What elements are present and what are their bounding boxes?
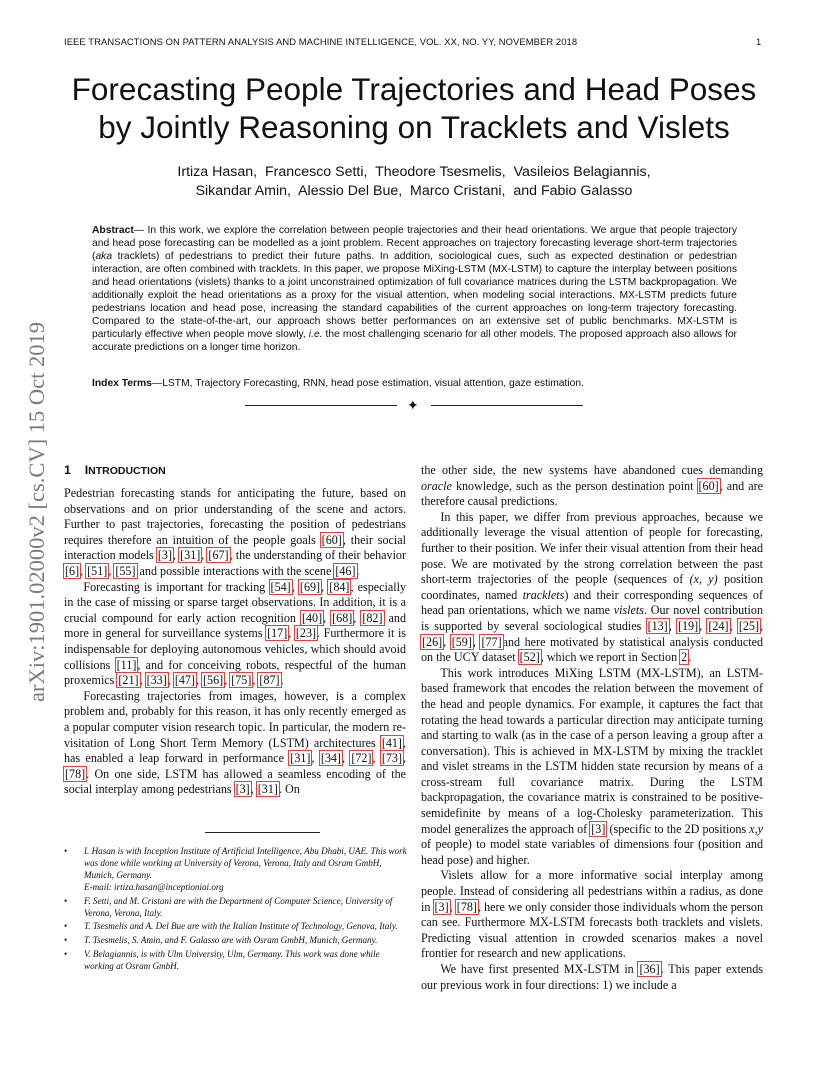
footnotes	[64, 846, 409, 975]
paragraph: the other side, the new systems have abandoned cues demanding oracle knowledge, such as the person destination point [60], and are therefore causal predictions.	[421, 463, 764, 509]
citation-link[interactable]: [73]	[381, 751, 402, 766]
footnote-item: • I. Hasan is with Inception Institute of Artificial Intelligence, Abu Dhabi, UAE. This work was done while working at University of Verona, Verona, Italy and Osram GmbH, Munich, Germany. E-mail: irtiza.hasan@inceptioniai.org	[64, 846, 407, 892]
citation-link[interactable]: [17]	[267, 626, 288, 641]
bullet-icon: •	[64, 895, 68, 906]
footnote-item: • T. Tsesmelis, S. Amin, and F. Galasso are with Osram GmbH, Munich, Germany.	[64, 935, 378, 946]
citation-link[interactable]: [19]	[677, 618, 699, 633]
paragraph: Forecasting is important for tracking [54], [69], [84], especially in the case of missing or sparse target observations. In addition, it is a crucial compound for early action recognition [40], [68], [82] and more in general for surveillance systems [17], [23]. Furthermore it is indispensable for deploying autonomous vehicles, which should avoid collisions [11], and for conceiving robots, respectful of the human proxemics [21], [33], [47], [56], [75], [87].	[64, 579, 407, 688]
title-line-1: Forecasting People Trajectories and Head Poses	[71, 71, 757, 107]
abstract-text: In this work, we explore the correlation between people trajectories and their head orientations. We argue that people trajectory and head pose forecasting can be modelled as a joint problem. Recent approaches on trajectory forecasting leverage short-term trajectories (	[92, 225, 737, 263]
paragraph: Pedestrian forecasting stands for anticipating the future, based on observations and on prior understanding of the scene and actors. Further to past trajectories, forecasting the position of pedestrians requires therefore an intuition of the people goals [60], their social interaction models [3], [31], [67], the understanding of their behavior [6], [51], [55] and possible interactions with the scene [46].	[64, 486, 407, 578]
citation-link[interactable]: [21]	[118, 673, 139, 688]
abstract	[92, 224, 737, 354]
citation-link[interactable]: [67]	[208, 548, 229, 563]
paragraph: We have first presented MX-LSTM in [36]. This paper extends our previous work in four directions: 1) we include a	[421, 962, 763, 992]
citation-link[interactable]: [59]	[451, 634, 472, 649]
section-heading	[64, 463, 166, 477]
bullet-icon: •	[64, 935, 68, 946]
footnote-item: • V. Belagiannis, is with Ulm University, Ulm, Germany. This work was done while working at Osram GmbH.	[64, 949, 380, 972]
journal-header: IEEE TRANSACTIONS ON PATTERN ANALYSIS AND MACHINE INTELLIGENCE, VOL. XX, NO. YY, NOVEMBER 2018	[64, 36, 578, 47]
citation-link[interactable]: [56]	[203, 673, 224, 688]
citation-link[interactable]: [11]	[116, 657, 137, 672]
citation-link[interactable]: [78]	[65, 766, 86, 781]
citation-link[interactable]: [36]	[639, 962, 660, 976]
citation-link[interactable]: [40]	[301, 610, 323, 625]
bullet-icon: •	[64, 949, 68, 960]
separator-line-left	[245, 405, 397, 406]
citation-link[interactable]: [31]	[257, 782, 278, 797]
citation-link[interactable]: [55]	[115, 563, 136, 578]
citation-link[interactable]: [3]	[591, 821, 606, 836]
separator-diamond-icon: ✦	[407, 397, 419, 413]
section-link[interactable]: 2	[681, 650, 688, 665]
bullet-icon: •	[64, 846, 68, 856]
abstract-dash: —	[133, 225, 148, 236]
emphasis: tracklets	[522, 587, 565, 602]
abstract-text: tracklets) of pedestrians to predict their future paths. In addition, sociological cues, such as expected destination or pedestrian interaction, are often combined with tracklets. In this paper, we propose MiXing-LSTM (MX-LSTM) to capture the interplay between positions and head orientations (vislets) thanks to a joint unconstrained optimization of full covariance matrices during the LSTM backpropagation. We additionally exploit the head orientations as a proxy for the visual attention, when modeling social interactions. MX-LSTM predicts future pedestrians location and head pose, increasing the standard capabilities of the current approaches on long-term trajectory forecasting. Compared to the state-of-the-art, our approach shows better performances on an extensive set of public benchmarks. MX-LSTM is particularly effective when people move slowly,	[92, 251, 737, 341]
citation-link[interactable]: [84]	[329, 579, 350, 594]
citation-link[interactable]: [78]	[456, 899, 477, 914]
citation-link[interactable]: [6]	[65, 563, 80, 578]
right-column	[421, 463, 763, 993]
citation-link[interactable]: [60]	[698, 478, 719, 493]
index-terms-text: —LSTM, Trajectory Forecasting, RNN, head pose estimation, visual attention, gaze estimation.	[151, 378, 584, 389]
paper-title	[40, 70, 788, 146]
citation-link[interactable]: [52]	[519, 650, 540, 665]
citation-link[interactable]: [77]	[481, 634, 502, 649]
separator-line-right	[431, 405, 583, 406]
left-column	[64, 486, 406, 798]
paragraph: In this paper, we differ from previous approaches, because we additionally leverage the visual attention of people for forecasting, further to their position. We infer their visual attention from their head pose. We are motivated by the strong correlation between the past short-term trajectories of the people (sequences of (x, y) position coordinates, named tracklets) and their corresponding sequences of head pan orientations, which we name vislets. Our novel contribution is supported by several sociological studies [13], [19], [24], [25], [26], [59], [77]and here motivated by statistical analysis conducted on the UCY dataset [52], which we report in Section 2.	[421, 509, 764, 665]
bullet-icon: •	[64, 921, 68, 932]
citation-link[interactable]: [3]	[235, 782, 250, 797]
section-title-rest: NTRODUCTION	[88, 465, 166, 477]
footnote-item: • F. Setti, and M. Cristani are with the Department of Computer Science, University of Verona, Verona, Italy.	[64, 895, 393, 918]
citation-link[interactable]: [68]	[332, 610, 353, 625]
arxiv-stamp: arXiv:1901.02000v2 [cs.CV] 15 Oct 2019	[24, 322, 49, 702]
citation-link[interactable]: [69]	[299, 579, 321, 594]
authors-line-2: Sikandar Amin, Alessio Del Bue, Marco Cristani, and Fabio Galasso	[195, 183, 633, 199]
citation-link[interactable]: [34]	[320, 751, 341, 766]
emphasis: vislets	[613, 603, 644, 618]
citation-link[interactable]: [24]	[708, 618, 729, 633]
citation-link[interactable]: [75]	[231, 673, 252, 688]
citation-link[interactable]: [31]	[290, 751, 311, 766]
paragraph: This work introduces MiXing LSTM (MX-LSTM), an LSTM-based framework that encodes the relation between the movement of the head and people dynamics. For example, it captures the fact that rotating the head towards a particular direction may anticipate turning and starting to walk (as in the case of a person leaving a group after a conversation). This is achieved in MX-LSTM by mixing the tracklet and vislet streams in the LSTM hidden state recursion by means of a cross-stream full covariance matrix. During the LSTM backpropagation, the covariance matrix is constrained to be positive-semidefinite by means of a log-Cholesky parameterization. This model generalizes the approach of [3] (specific to the 2D positions x,y of people) to model state variables of dimensions four (position and head pose) and higher.	[421, 665, 763, 867]
citation-link[interactable]: [3]	[157, 548, 172, 563]
paragraph: Forecasting trajectories from images, however, is a complex problem and, probably for this reason, it has only recently emerged as a popular computer vision research topic. In particular, the modern re-visitation of Long Short Term Memory (LSTM) architectures [41], has enabled a leap forward in performance [31], [34], [72], [73], [78]. On one side, LSTM has allowed a seamless encoding of the social interplay among pedestrians [3], [31]. On	[64, 688, 407, 797]
title-line-2: by Jointly Reasoning on Tracklets and Vislets	[98, 109, 730, 145]
index-terms-label: Index Terms	[92, 378, 152, 389]
abstract-ie: i.e.	[308, 329, 323, 341]
math-inline: (x, y)	[689, 572, 718, 587]
section-number: 1	[64, 463, 71, 477]
citation-link[interactable]: [13]	[647, 618, 668, 633]
abstract-aka: aka	[95, 251, 113, 263]
citation-link[interactable]: [47]	[174, 673, 195, 688]
citation-link[interactable]: [41]	[381, 735, 402, 750]
citation-link[interactable]: [23]	[295, 626, 317, 641]
author-list	[40, 163, 788, 201]
citation-link[interactable]: [87]	[259, 673, 280, 688]
emphasis: oracle	[421, 478, 452, 493]
citation-link[interactable]: [60]	[321, 532, 342, 547]
footnote-email: E-mail: irtiza.hasan@inceptioniai.org	[84, 881, 224, 892]
footnote-item: • T. Tsesmelis and A. Del Bue are with the Italian Institute of Technology, Genova, Italy.	[64, 921, 398, 932]
abstract-label: Abstract	[92, 225, 134, 236]
citation-link[interactable]: [26]	[422, 634, 443, 649]
citation-link[interactable]: [54]	[270, 579, 291, 594]
citation-link[interactable]: [51]	[87, 563, 108, 578]
citation-link[interactable]: [3]	[434, 899, 449, 914]
abstract-text: the most challenging scenario for all other models. The proposed approach also allows for accurate predictions on a longer time horizon.	[92, 329, 737, 354]
page-number: 1	[756, 36, 762, 47]
section-title-initial: I	[84, 463, 89, 477]
authors-line-1: Irtiza Hasan, Francesco Setti, Theodore Tsesmelis, Vasileios Belagiannis,	[177, 164, 651, 180]
index-terms	[92, 378, 737, 389]
citation-link[interactable]: [82]	[362, 610, 383, 625]
citation-link[interactable]: [72]	[351, 751, 372, 766]
footnote-rule	[205, 832, 320, 833]
citation-link[interactable]: [31]	[180, 548, 201, 563]
citation-link[interactable]: [46]	[335, 563, 356, 578]
paragraph: Vislets allow for a more informative social interplay among people. Instead of considering all pedestrians within a radius, as done in [3], [78], here we only consider those individuals whom the person can see. Furthermore MX-LSTM forecasts both tracklets and vislets. Predicting visual attention in crowded scenarios makes a novel frontier for research and new applications.	[421, 868, 763, 961]
math-inline: x,y	[749, 821, 763, 836]
citation-link[interactable]: [25]	[738, 618, 759, 633]
citation-link[interactable]: [33]	[146, 673, 167, 688]
